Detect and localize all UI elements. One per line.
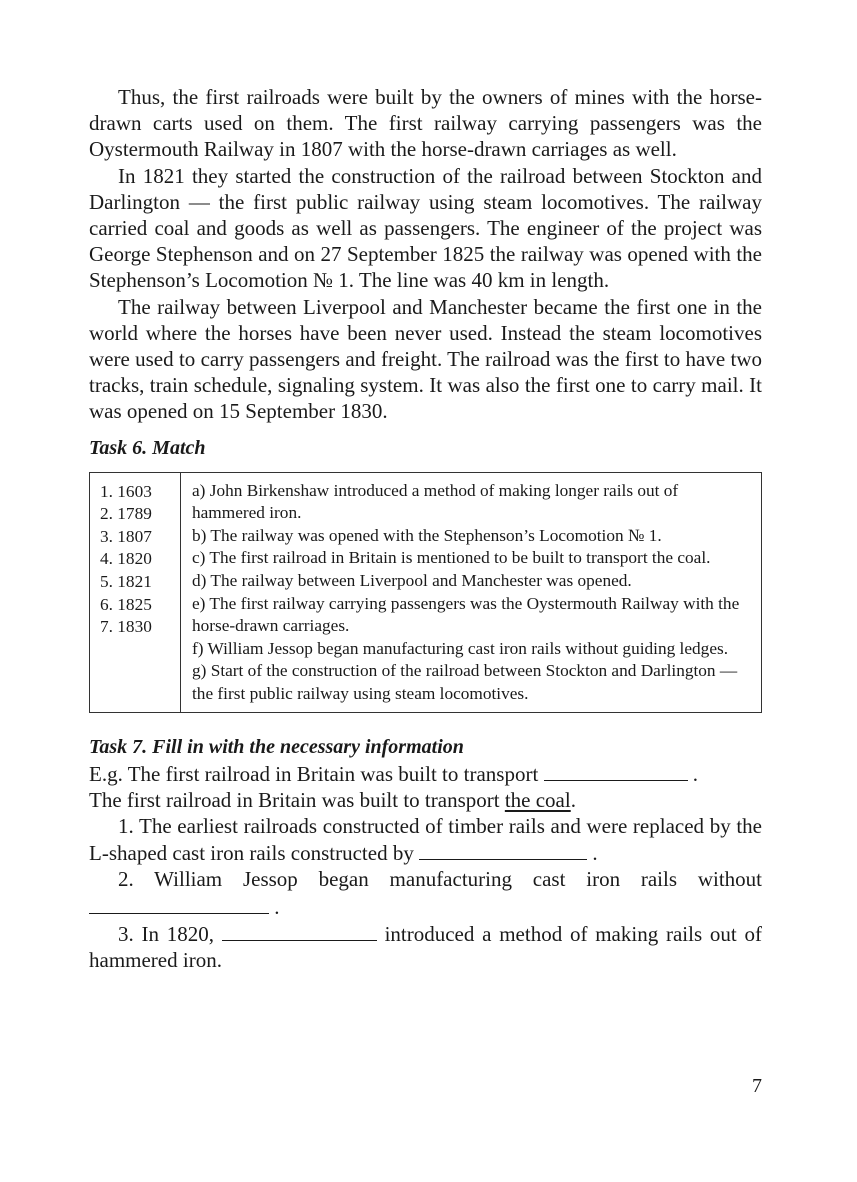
year-item: 7. 1830 — [100, 617, 152, 637]
task7-heading: Task 7. Fill in with the necessary information — [89, 735, 464, 758]
period: . — [570, 787, 576, 812]
event-item: a) John Birkenshaw introduced a method of making longer rails out of hammered iron. — [192, 480, 679, 523]
example-prompt — [89, 760, 762, 787]
page-number: 7 — [752, 1075, 762, 1097]
year-item: 2. 1789 — [100, 504, 152, 524]
exercise-3-text-after: introduced a method of making rails out of hammered iron. — [89, 921, 762, 972]
year-item: 1. 1603 — [100, 481, 152, 501]
answer-blank[interactable] — [222, 920, 377, 941]
answer-blank[interactable] — [419, 839, 587, 860]
exercise-2-text: 2. William Jessop began manufacturing cast iron rails without — [118, 867, 762, 892]
answer-blank[interactable] — [544, 760, 688, 781]
event-item: f) William Jessop began manufacturing cast iron rails without guiding ledges. — [192, 638, 729, 658]
task6-heading: Task 6. Match — [89, 436, 206, 459]
example-answer-line — [89, 787, 762, 813]
paragraph-1: Thus, the first railroads were built by the owners of mines with the horse-drawn carts used on them. The first railway carrying passengers was the Oystermouth Railway in 1807 with the horse-drawn carriages as well. — [89, 85, 762, 162]
event-item: c) The first railroad in Britain is mentioned to be built to transport the coal. — [192, 548, 711, 568]
paragraph-3: The railway between Liverpool and Manchester became the first one in the world where the horses have been never used. Instead the steam locomotives were used to carry passengers and freight. The railroad was the first to have two tracks, train schedule, signaling system. It was also the first one to carry mail. It was opened on 15 September 1830. — [89, 294, 762, 424]
exercise-1-text: 1. The earliest railroads constructed of timber rails and were replaced by the L-shaped cast iron rails constructed by — [89, 813, 762, 866]
period: . — [692, 761, 699, 786]
page-content — [89, 84, 762, 973]
exercise-item-1 — [89, 813, 762, 866]
events-column — [181, 473, 761, 712]
period: . — [592, 841, 598, 866]
year-item: 4. 1820 — [100, 549, 152, 569]
match-table — [89, 472, 762, 713]
answer-blank[interactable] — [89, 893, 269, 914]
paragraph-2: In 1821 they started the construction of the railroad between Stockton and Darlington — the first public railway using steam locomotives. The railway carried coal and goods as well as passengers. The engineer of the project was George Stephenson and on 27 September 1825 the railway was opened with the Stephenson’s Locomotion № 1. The line was 40 km in length. — [89, 163, 762, 293]
year-item: 6. 1825 — [100, 594, 152, 614]
period: . — [274, 894, 280, 919]
event-item: d) The railway between Liverpool and Manchester was opened. — [192, 571, 632, 591]
exercise-item-3 — [89, 920, 762, 973]
years-column — [90, 473, 181, 712]
year-item: 3. 1807 — [100, 526, 152, 546]
event-item: g) Start of the construction of the railroad between Stockton and Darlington — the first public railway using steam locomotives. — [192, 661, 738, 703]
exercise-3-text-before: 3. In 1820, — [118, 921, 215, 946]
exercise-item-2 — [89, 866, 762, 919]
event-item: e) The first railway carrying passengers was the Oystermouth Railway with the horse-drawn carriages. — [192, 593, 740, 636]
example-prompt-text: E.g. The first railroad in Britain was built to transport — [89, 761, 539, 786]
event-item: b) The railway was opened with the Stephenson’s Locomotion № 1. — [192, 525, 662, 545]
year-item: 5. 1821 — [100, 572, 152, 592]
example-answer: the coal — [504, 787, 571, 812]
example-answer-prefix: The first railroad in Britain was built to transport — [89, 787, 500, 812]
